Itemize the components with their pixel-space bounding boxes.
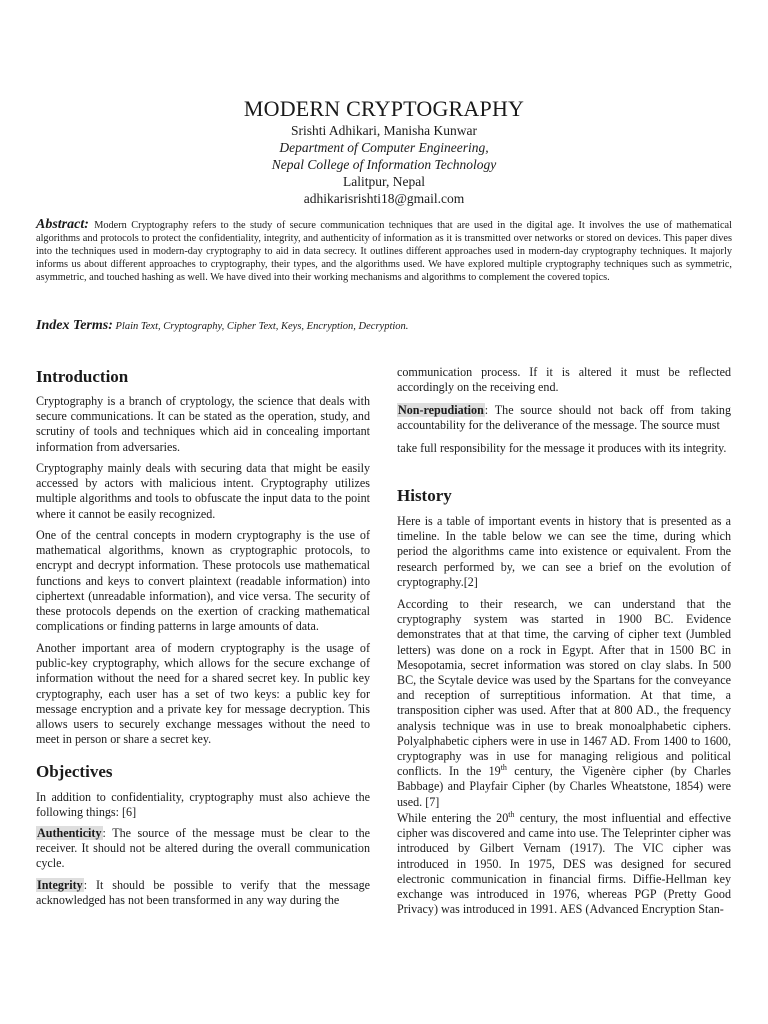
author-names: Srishti Adhikari, Manisha Kunwar [291, 123, 477, 138]
abstract [36, 218, 732, 284]
author-college: Nepal College of Information Technology [271, 157, 497, 172]
section-heading-objectives: Objectives [36, 762, 113, 781]
authenticity-label: Authenticity [37, 826, 102, 840]
intro-paragraph-4: Another important area of modern cryptography is the usage of public-key cryptography, which allows for the secure exchange of information without the need for a shared secret key. In public key cryptography, each user has a set of two keys: a public key for message encryption and a private key for message decryption. This allows users to securely exchange messages without the need to meet in person or share a secret key. [36, 641, 370, 747]
non-repudiation-text: : The source should not back off from taking accountability for the deliverance of the message. The source must [397, 403, 731, 433]
section-heading-history: History [397, 486, 452, 505]
objective-integrity [36, 878, 370, 908]
author-department: Department of Computer Engineering, [279, 140, 489, 155]
history-p3-text-b: century, the most influential and effective cipher was discovered and came into use. The Teleprinter cipher was introduced by Gilbert Vernam (1917). The VIC cipher was introduced in 1950. In 1975, DES was designed for secured electronic communication in financial firms. Diffie-Hellman key exchange was introduced in 1976, whereas PGP (Pretty Good Privacy) was introduced in 1991. AES (Advanced Encryption Stan- [397, 811, 731, 917]
integrity-label: Integrity [37, 878, 83, 892]
history-p2-text-a: According to their research, we can understand that the cryptography system was started in 1900 BC. Evidence demonstrates that at that time, the carving of cipher text (Jumbled letters) was done on a rock in Egypt. After that in 1500 BC in Mesopotamia, secret information was stored on clay slabs. In 500 BC, the Scytale device was used by the Spartans for the conveyance and reception of surreptitious information. At that time, a transposition cipher was used. After that at 800 AD., the frequency analysis technique was in use to break monoalphabetic ciphers. Polyalphabetic ciphers were in use in 1467 AD. From 1400 to 1600, cryptography was in use for managing religious and political conflicts. In the 19 [397, 597, 731, 779]
objective-non-repudiation [397, 403, 731, 433]
authenticity-text: : The source of the message must be clear to the receiver. It should not be altered during the overall communication cycle. [36, 826, 370, 871]
history-p2-superscript: th [500, 763, 507, 773]
objectives-paragraph-1: In addition to confidentiality, cryptography must also achieve the following things: [6] [36, 790, 370, 820]
integrity-text: : It should be possible to verify that the message acknowledged has not been transformed in any way during the [36, 878, 370, 908]
index-terms [36, 318, 732, 335]
history-p2-text-b: century, the Vigenère cipher (by Charles Babbage) and Playfair Cipher (by Charles Wheatstone, 1854) were used. [7] [397, 764, 731, 809]
section-heading-introduction: Introduction [36, 367, 129, 386]
intro-paragraph-1: Cryptography is a branch of cryptology, the science that deals with secure communications. It can be stated as the operation, study, and scrutiny of tools and techniques which aid in concealing important information from adversaries. [36, 394, 370, 454]
non-repudiation-label: Non-repudiation [398, 403, 484, 417]
abstract-label: Abstract [36, 217, 85, 232]
non-repudiation-continuation: take full responsibility for the message it produces with its integrity. [397, 441, 727, 455]
integrity-continuation: communication process. If it is altered it must be reflected accordingly on the receiving end. [397, 365, 731, 395]
author-email: adhikarisrishti18@gmail.com [303, 191, 465, 206]
paper-title: MODERN CRYPTOGRAPHY [243, 96, 525, 121]
history-paragraph-2 [397, 597, 731, 810]
paper-header [0, 96, 768, 207]
index-terms-text: Plain Text, Cryptography, Cipher Text, Keys, Encryption, Decryption. [115, 321, 409, 332]
history-paragraph-3 [397, 811, 731, 917]
intro-paragraph-3: One of the central concepts in modern cryptography is the use of mathematical algorithms, known as cryptographic protocols, to encrypt and decrypt information. These protocols use mathematical functions and keys to convert plaintext (readable information) into ciphertext (unreadable information), and vice versa. The security of these protocols depends on the exertion of cracking mathematical complications or finding patterns in large amounts of data. [36, 528, 370, 634]
history-p3-text-a: While entering the 20 [397, 811, 509, 825]
history-paragraph-1: Here is a table of important events in history that is presented as a timeline. In the table below we can see the time, during which period the algorithms came into existence or equivalent. From the research performed by, we can see a brief on the evolution of cryptography.[2] [397, 514, 731, 589]
author-location: Lalitpur, Nepal [343, 174, 425, 189]
index-terms-label: Index Terms: [36, 318, 113, 333]
objective-authenticity [36, 826, 370, 872]
abstract-text: Modern Cryptography refers to the study of secure communication techniques that are used in the digital age. It involves the use of mathematical algorithms and protocols to protect the confidentiality, integrity, and authenticity of information as it is transmitted over networks or stored on devices. This paper dives into the techniques used in modern-day cryptography to aid in data secrecy. It outlines different approaches used in modern-day cryptography techniques. It majorly informs us about different approaches to cryptography, their types, and the algorithms used. We have explored multiple cryptography techniques such as symmetric, asymmetric, and touched hashing as well. We have dived into their working mechanisms and algorithms to complement the covered topics. [36, 220, 732, 284]
intro-paragraph-2: Cryptography mainly deals with securing data that might be easily accessed by actors with malicious intent. Cryptography utilizes multiple algorithms and tools to obfuscate the input data to the point where it cannot be easily recognized. [36, 461, 370, 521]
abstract-colon: : [84, 217, 95, 232]
history-p3-superscript: th [508, 809, 515, 819]
